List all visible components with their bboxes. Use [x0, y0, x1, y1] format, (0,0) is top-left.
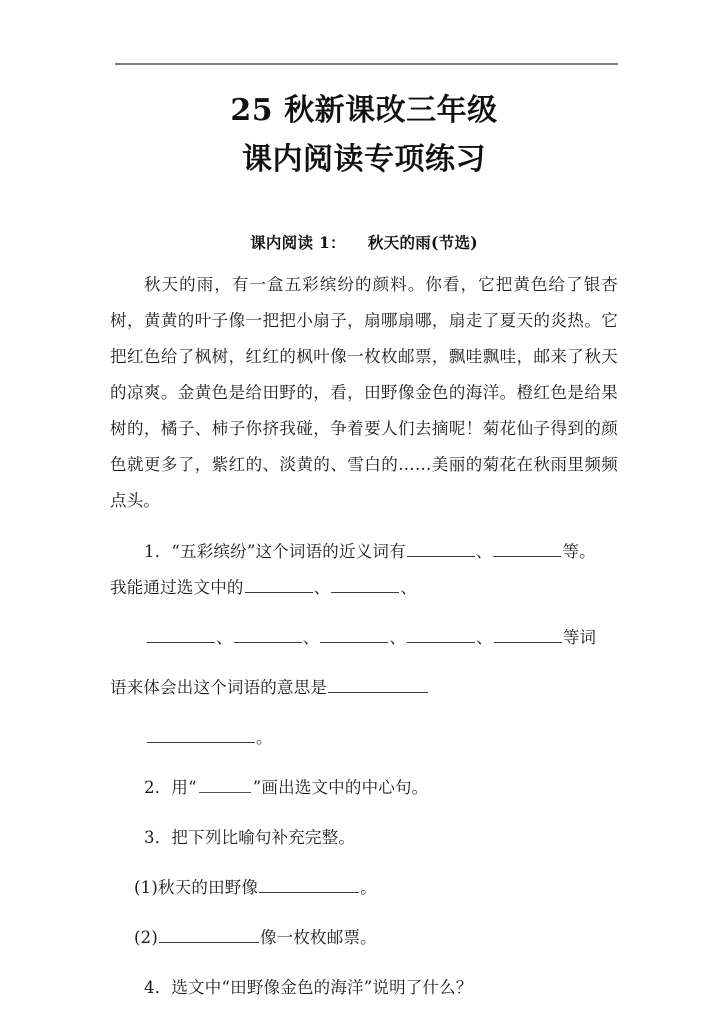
question-2 [110, 770, 618, 806]
question-1-line-1 [110, 534, 618, 570]
answer-blank[interactable] [147, 727, 255, 743]
section-heading-label: 课内阅读 1： [250, 233, 346, 252]
answer-blank[interactable] [328, 677, 428, 693]
question-1-line-2 [110, 570, 618, 606]
question-3 [110, 820, 618, 856]
question-1-sep-c2: 、 [302, 628, 320, 647]
answer-blank[interactable] [234, 627, 302, 643]
underline-mark-icon [199, 781, 251, 793]
answer-blank[interactable] [494, 627, 562, 643]
question-1-text-a: “五彩缤纷”这个词语的近义词有 [171, 542, 406, 561]
question-1-text-d: 语来体会出这个词语的意思是 [110, 678, 328, 697]
question-1-sep-c1: 、 [216, 628, 233, 647]
question-4-number: 4． [144, 978, 172, 997]
question-3-text: 把下列比喻句补充完整。 [171, 828, 356, 847]
page-title-line-1: 25 秋新课改三年级 [230, 93, 498, 128]
answer-blank[interactable] [259, 877, 359, 893]
reading-passage: 秋天的雨，有一盒五彩缤纷的颜料。你看，它把黄色给了银杏树，黄黄的叶子像一把把小扇子，扇哪扇哪，扇走了夏天的炎热。它把红色给了枫树，红红的枫叶像一枚枚邮票，飘哇飘哇，邮来了秋天的凉爽。金黄色是给田野的，看，田野像金色的海洋。橙红色是给果树的，橘子、柿子你挤我碰，争着要人们去摘呢！菊花仙子得到的颜色就更多了，紫红的、淡黄的、雪白的……美丽的菊花在秋雨里频频点头。 [110, 275, 618, 510]
answer-blank[interactable] [320, 627, 388, 643]
question-4 [110, 970, 618, 1006]
question-1-sep-1: 、 [475, 542, 493, 561]
question-1-tail-a: 等。 [562, 542, 596, 561]
document-content [110, 86, 618, 1006]
question-3-sub-2-label: (2) [134, 928, 158, 947]
question-1-sep-b2: 、 [400, 578, 418, 597]
question-1-number: 1． [144, 542, 172, 561]
answer-blank[interactable] [159, 927, 259, 943]
question-3-sub-1 [110, 870, 618, 906]
question-1-tail-c: 等词 [562, 628, 597, 647]
question-1-sep-b1: 、 [313, 578, 331, 597]
section-heading [110, 184, 618, 253]
answer-blank[interactable] [407, 627, 475, 643]
answer-blank[interactable] [407, 541, 475, 557]
page-title [110, 86, 618, 184]
question-1-line-4 [110, 670, 618, 706]
answer-blank[interactable] [331, 577, 399, 593]
question-1-line-5 [110, 720, 618, 756]
answer-blank[interactable] [245, 577, 313, 593]
question-3-number: 3． [144, 828, 172, 847]
question-3-sub-1-text: 秋天的田野像 [157, 878, 259, 897]
answer-blank[interactable] [493, 541, 561, 557]
question-2-number: 2． [144, 778, 172, 797]
questions-list [110, 519, 618, 1006]
question-2-text-before: 用“ [171, 778, 197, 797]
question-1-tail-d: 。 [256, 728, 273, 747]
answer-blank[interactable] [147, 627, 215, 643]
question-1-line-3 [110, 620, 618, 656]
question-3-sub-2 [110, 920, 618, 956]
question-1-sep-c4: 、 [476, 628, 493, 647]
section-heading-text: 秋天的雨(节选) [367, 233, 478, 252]
header-rule [115, 63, 618, 65]
question-2-text-after: ”画出选文中的中心句。 [252, 778, 429, 797]
question-4-text: 选文中“田野像金色的海洋”说明了什么？ [171, 978, 473, 997]
question-3-sub-1-tail: 。 [360, 878, 377, 897]
page-title-line-2: 课内阅读专项练习 [242, 142, 486, 177]
question-3-sub-1-label: (1) [134, 878, 158, 897]
question-1-sep-c3: 、 [389, 628, 407, 647]
question-3-sub-2-text: 像一枚枚邮票。 [259, 928, 377, 947]
question-1-text-b: 我能通过选文中的 [110, 578, 244, 597]
